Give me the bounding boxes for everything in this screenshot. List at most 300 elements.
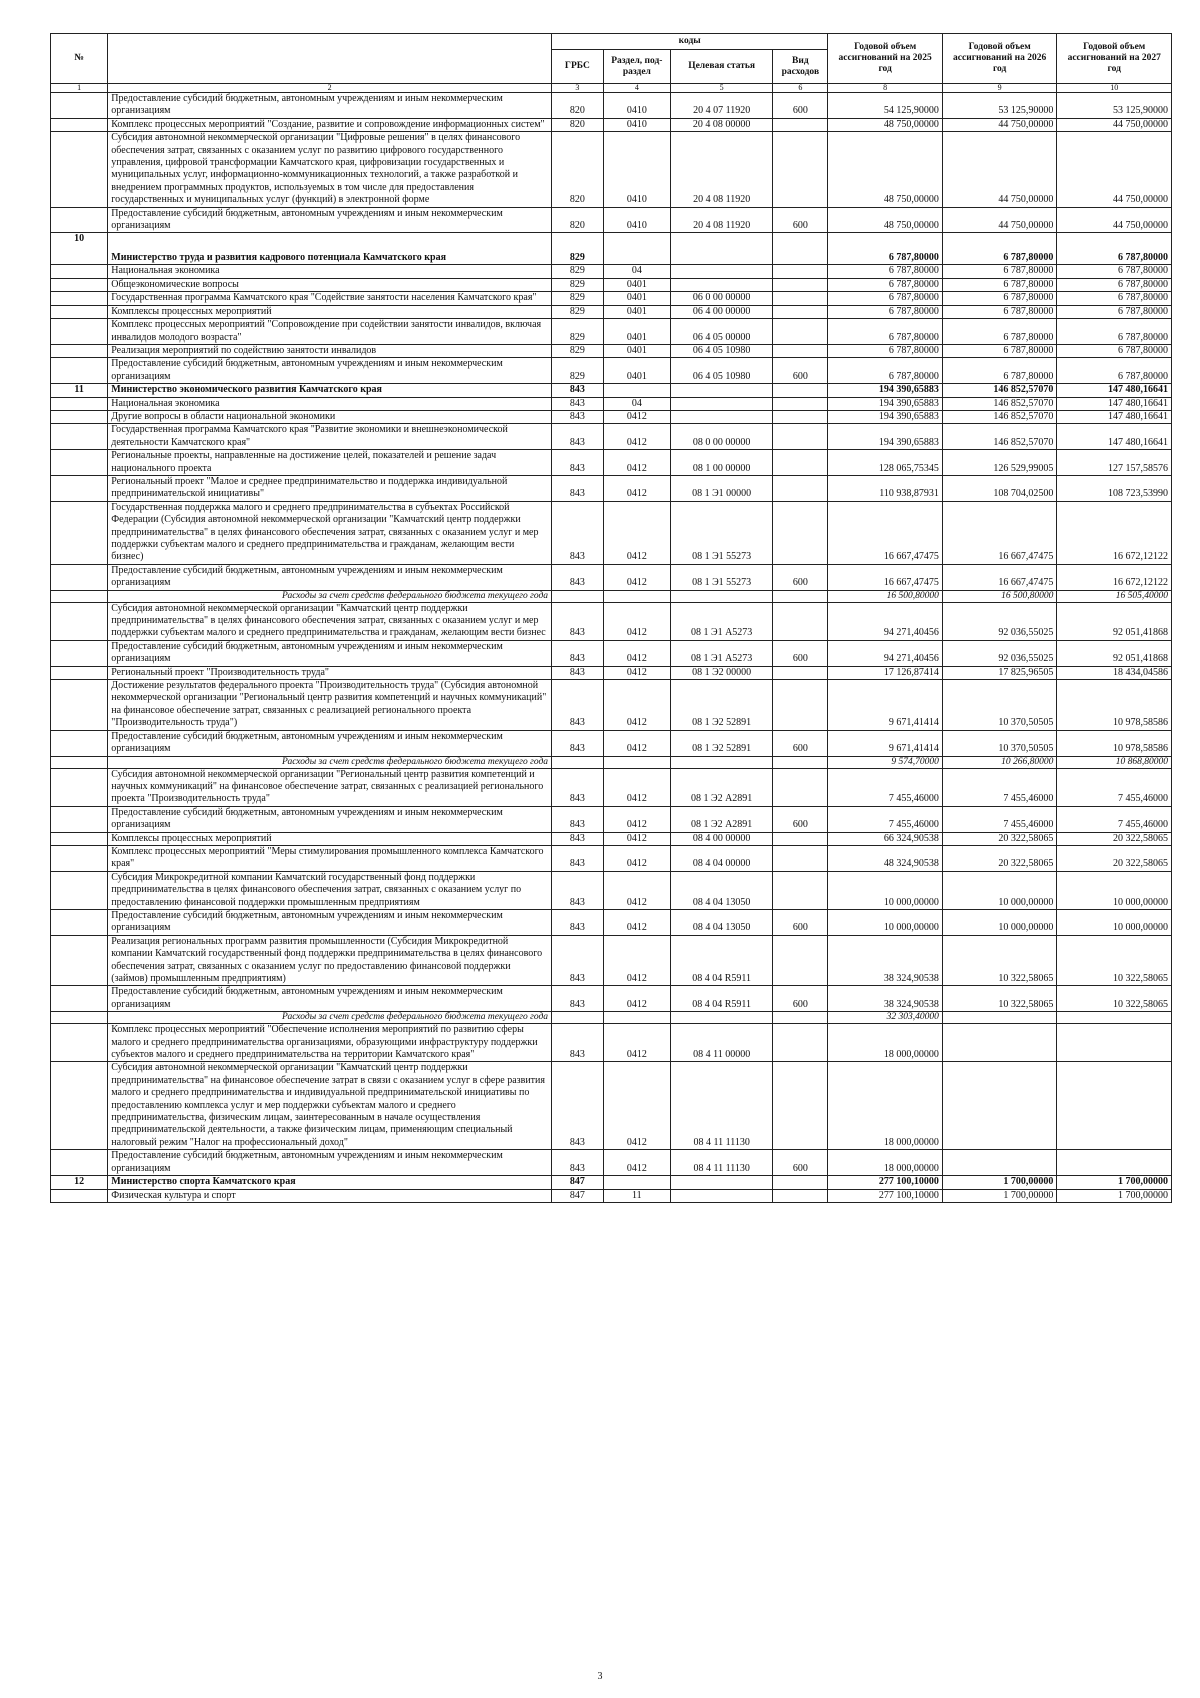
amount-2026: 44 750,00000 — [942, 207, 1057, 233]
target-article-code: 08 4 04 R5911 — [670, 986, 772, 1012]
col-razdel-header: Раздел, под-раздел — [603, 50, 670, 84]
table-row — [51, 305, 1172, 318]
amount-2027: 10 322,58065 — [1057, 986, 1172, 1012]
target-article-code — [670, 265, 772, 278]
row-name: Министерство труда и развития кадрового потенциала Камчатского края — [108, 233, 552, 265]
row-name: Субсидия автономной некоммерческой организации "Камчатский центр поддержки предпринимательства" в целях финансового обеспечения затрат, связанных с оказанием услуг и мер поддержки субъектам малого и среднего предпринимательства и гражданам, желающим вести бизнес — [108, 602, 552, 640]
amount-2027: 44 750,00000 — [1057, 207, 1172, 233]
grbs-code: 843 — [552, 666, 604, 679]
amount-2026: 6 787,80000 — [942, 233, 1057, 265]
target-article-code: 08 1 Э1 55273 — [670, 501, 772, 564]
table-row — [51, 384, 1172, 397]
target-article-code — [670, 1189, 772, 1202]
amount-2027: 6 787,80000 — [1057, 358, 1172, 384]
expense-type-code: 600 — [773, 806, 828, 832]
grbs-code: 843 — [552, 564, 604, 590]
amount-2027: 7 455,46000 — [1057, 768, 1172, 806]
razdel-code: 0412 — [603, 845, 670, 871]
amount-2025: 38 324,90538 — [828, 986, 943, 1012]
amount-2025: 6 787,80000 — [828, 278, 943, 291]
grbs-code: 847 — [552, 1176, 604, 1189]
col-grbs-header: ГРБС — [552, 50, 604, 84]
amount-2026: 6 787,80000 — [942, 292, 1057, 305]
amount-2027: 16 672,12122 — [1057, 501, 1172, 564]
table-row — [51, 1150, 1172, 1176]
row-number — [51, 730, 108, 756]
grbs-code: 829 — [552, 265, 604, 278]
target-article-code — [670, 590, 772, 602]
amount-2027: 6 787,80000 — [1057, 265, 1172, 278]
column-index: 5 — [670, 84, 772, 93]
expense-type-code — [773, 450, 828, 476]
row-name: Предоставление субсидий бюджетным, автономным учреждениям и иным некоммерческим организациям — [108, 207, 552, 233]
razdel-code: 0410 — [603, 118, 670, 131]
amount-2025: 6 787,80000 — [828, 319, 943, 345]
amount-2026: 10 266,80000 — [942, 756, 1057, 768]
row-number — [51, 93, 108, 119]
expense-type-code: 600 — [773, 358, 828, 384]
table-row — [51, 1176, 1172, 1189]
grbs-code: 843 — [552, 832, 604, 845]
expense-type-code — [773, 233, 828, 265]
row-number — [51, 292, 108, 305]
row-number — [51, 602, 108, 640]
row-name: Комплексы процессных мероприятий — [108, 832, 552, 845]
amount-2025: 6 787,80000 — [828, 344, 943, 357]
razdel-code: 0401 — [603, 292, 670, 305]
expense-type-code — [773, 475, 828, 501]
table-row — [51, 265, 1172, 278]
razdel-code: 11 — [603, 1189, 670, 1202]
amount-2026: 7 455,46000 — [942, 768, 1057, 806]
col-2025-header: Годовой объем ассигнований на 2025 год — [828, 34, 943, 84]
amount-2026: 1 700,00000 — [942, 1189, 1057, 1202]
col-num-header: № — [51, 34, 108, 84]
expense-type-code: 600 — [773, 730, 828, 756]
table-row — [51, 909, 1172, 935]
grbs-code — [552, 756, 604, 768]
amount-2026: 6 787,80000 — [942, 344, 1057, 357]
amount-2027: 147 480,16641 — [1057, 424, 1172, 450]
table-row — [51, 501, 1172, 564]
amount-2026: 146 852,57070 — [942, 424, 1057, 450]
amount-2027: 6 787,80000 — [1057, 292, 1172, 305]
table-row — [51, 845, 1172, 871]
row-number — [51, 986, 108, 1012]
amount-2026: 44 750,00000 — [942, 132, 1057, 207]
grbs-code: 843 — [552, 640, 604, 666]
amount-2026: 44 750,00000 — [942, 118, 1057, 131]
amount-2025: 6 787,80000 — [828, 358, 943, 384]
amount-2025: 6 787,80000 — [828, 292, 943, 305]
row-number — [51, 1024, 108, 1062]
razdel-code: 0412 — [603, 640, 670, 666]
amount-2025: 18 000,00000 — [828, 1150, 943, 1176]
grbs-code: 843 — [552, 871, 604, 909]
row-name: Реализация мероприятий по содействию занятости инвалидов — [108, 344, 552, 357]
razdel-code: 0412 — [603, 909, 670, 935]
row-name: Региональный проект "Малое и среднее предпринимательство и поддержка индивидуальной предпринимательской инициативы" — [108, 475, 552, 501]
target-article-code — [670, 1176, 772, 1189]
razdel-code: 0412 — [603, 986, 670, 1012]
amount-2025: 48 324,90538 — [828, 845, 943, 871]
row-name: Достижение результатов федерального проекта "Производительность труда" (Субсидия автономной некоммерческой организации "Региональный центр развития компетенций и научных коммуникаций" на финансовое обеспечение затрат, связанных с реализацией регионального проекта "Производительность труда") — [108, 680, 552, 731]
target-article-code — [670, 278, 772, 291]
expense-type-code: 600 — [773, 909, 828, 935]
col-2026-header: Годовой объем ассигнований на 2026 год — [942, 34, 1057, 84]
amount-2027: 10 868,80000 — [1057, 756, 1172, 768]
expense-type-code: 600 — [773, 93, 828, 119]
razdel-code: 0412 — [603, 450, 670, 476]
amount-2025: 54 125,90000 — [828, 93, 943, 119]
amount-2025: 194 390,65883 — [828, 424, 943, 450]
razdel-code — [603, 756, 670, 768]
amount-2027: 20 322,58065 — [1057, 845, 1172, 871]
column-index: 4 — [603, 84, 670, 93]
expense-type-code — [773, 265, 828, 278]
razdel-code: 0401 — [603, 344, 670, 357]
razdel-code — [603, 384, 670, 397]
razdel-code: 0412 — [603, 410, 670, 423]
col-csr-header: Целевая статья — [670, 50, 772, 84]
row-number — [51, 397, 108, 410]
grbs-code: 843 — [552, 909, 604, 935]
table-row — [51, 132, 1172, 207]
amount-2026: 108 704,02500 — [942, 475, 1057, 501]
row-name: Государственная поддержка малого и среднего предпринимательства в субъектах Российской Федерации (Субсидия автономной некоммерческой организации "Камчатский центр поддержки предпринимательства" в целях финансового обеспечения затрат, связанных с оказанием услуг и мер поддержки субъектам малого и среднего предпринимательства и гражданам, желающим вести бизнес) — [108, 501, 552, 564]
row-number — [51, 207, 108, 233]
table-row — [51, 806, 1172, 832]
target-article-code: 20 4 08 00000 — [670, 118, 772, 131]
amount-2025: 194 390,65883 — [828, 397, 943, 410]
table-row — [51, 1024, 1172, 1062]
amount-2026: 16 667,47475 — [942, 564, 1057, 590]
amount-2026: 10 000,00000 — [942, 909, 1057, 935]
target-article-code: 08 0 00 00000 — [670, 424, 772, 450]
amount-2025: 110 938,87931 — [828, 475, 943, 501]
target-article-code: 06 4 05 10980 — [670, 358, 772, 384]
table-row — [51, 640, 1172, 666]
amount-2027 — [1057, 1150, 1172, 1176]
row-number — [51, 845, 108, 871]
grbs-code: 843 — [552, 730, 604, 756]
expense-type-code — [773, 680, 828, 731]
expense-type-code — [773, 424, 828, 450]
row-name: Комплекс процессных мероприятий "Создание, развитие и сопровождение информационных систем" — [108, 118, 552, 131]
row-name: Национальная экономика — [108, 265, 552, 278]
table-row — [51, 424, 1172, 450]
expense-type-code — [773, 384, 828, 397]
amount-2026: 6 787,80000 — [942, 319, 1057, 345]
amount-2026 — [942, 1024, 1057, 1062]
row-number — [51, 358, 108, 384]
amount-2025: 6 787,80000 — [828, 265, 943, 278]
razdel-code: 0401 — [603, 278, 670, 291]
row-number — [51, 909, 108, 935]
row-number — [51, 450, 108, 476]
column-index-row — [51, 84, 1172, 93]
razdel-code: 0412 — [603, 680, 670, 731]
row-name: Комплексы процессных мероприятий — [108, 305, 552, 318]
row-name: Предоставление субсидий бюджетным, автономным учреждениям и иным некоммерческим организациям — [108, 986, 552, 1012]
row-name: Предоставление субсидий бюджетным, автономным учреждениям и иным некоммерческим организациям — [108, 640, 552, 666]
row-name: Предоставление субсидий бюджетным, автономным учреждениям и иным некоммерческим организациям — [108, 358, 552, 384]
row-number — [51, 640, 108, 666]
razdel-code: 0401 — [603, 319, 670, 345]
amount-2027: 20 322,58065 — [1057, 832, 1172, 845]
amount-2027: 10 000,00000 — [1057, 909, 1172, 935]
target-article-code: 08 1 Э2 52891 — [670, 680, 772, 731]
amount-2025: 10 000,00000 — [828, 909, 943, 935]
grbs-code: 843 — [552, 410, 604, 423]
razdel-code: 0412 — [603, 564, 670, 590]
row-name: Расходы за счет средств федерального бюджета текущего года — [108, 756, 552, 768]
amount-2026 — [942, 1062, 1057, 1150]
amount-2026: 53 125,90000 — [942, 93, 1057, 119]
razdel-code: 0412 — [603, 1150, 670, 1176]
amount-2027: 16 672,12122 — [1057, 564, 1172, 590]
amount-2026: 6 787,80000 — [942, 305, 1057, 318]
grbs-code: 843 — [552, 424, 604, 450]
amount-2025: 66 324,90538 — [828, 832, 943, 845]
row-number — [51, 1189, 108, 1202]
expense-type-code: 600 — [773, 986, 828, 1012]
table-body — [51, 93, 1172, 1203]
table-row — [51, 730, 1172, 756]
federal-budget-row — [51, 590, 1172, 602]
amount-2026: 16 667,47475 — [942, 501, 1057, 564]
amount-2027: 92 051,41868 — [1057, 602, 1172, 640]
grbs-code: 843 — [552, 450, 604, 476]
amount-2027: 6 787,80000 — [1057, 233, 1172, 265]
grbs-code: 843 — [552, 845, 604, 871]
target-article-code: 08 1 Э2 52891 — [670, 730, 772, 756]
table-row — [51, 475, 1172, 501]
row-name: Комплекс процессных мероприятий "Обеспечение исполнения мероприятий по развитию сферы малого и среднего предпринимательства организациями, образующими инфраструктуру поддержки субъектов малого и среднего предпринимательства на территории Камчатского края" — [108, 1024, 552, 1062]
target-article-code: 06 4 05 00000 — [670, 319, 772, 345]
table-row — [51, 344, 1172, 357]
amount-2027: 18 434,04586 — [1057, 666, 1172, 679]
razdel-code: 0412 — [603, 666, 670, 679]
razdel-code: 0410 — [603, 132, 670, 207]
amount-2026: 10 370,50505 — [942, 730, 1057, 756]
amount-2026: 10 370,50505 — [942, 680, 1057, 731]
expense-type-code — [773, 1176, 828, 1189]
amount-2027: 44 750,00000 — [1057, 132, 1172, 207]
expense-type-code — [773, 410, 828, 423]
grbs-code: 829 — [552, 233, 604, 265]
col-2027-header: Годовой объем ассигнований на 2027 год — [1057, 34, 1172, 84]
expense-type-code — [773, 832, 828, 845]
amount-2025: 10 000,00000 — [828, 871, 943, 909]
federal-budget-row — [51, 756, 1172, 768]
table-row — [51, 319, 1172, 345]
amount-2025: 9 671,41414 — [828, 680, 943, 731]
amount-2027 — [1057, 1024, 1172, 1062]
amount-2027: 44 750,00000 — [1057, 118, 1172, 131]
column-index: 2 — [108, 84, 552, 93]
razdel-code: 0410 — [603, 207, 670, 233]
row-number — [51, 935, 108, 986]
razdel-code: 0412 — [603, 806, 670, 832]
row-name: Субсидия автономной некоммерческой организации "Цифровые решения" в целях финансового обеспечения затрат, связанных с оказанием услуг по развитию цифрового государственного управления, цифровой трансформации Камчатского края, цифровизации государственных и муниципальных услуг, информационно-коммуникационных технологий, а также разработкой и внедрением программных продуктов, используемых в том числе для предоставления государственных и муниципальных услуг (функций) в электронной форме — [108, 132, 552, 207]
table-row — [51, 410, 1172, 423]
razdel-code: 0412 — [603, 475, 670, 501]
row-number: 11 — [51, 384, 108, 397]
expense-type-code — [773, 1024, 828, 1062]
row-name: Предоставление субсидий бюджетным, автономным учреждениям и иным некоммерческим организациям — [108, 806, 552, 832]
row-number — [51, 768, 108, 806]
row-name: Субсидия автономной некоммерческой организации "Камчатский центр поддержки предпринимательства" на финансовое обеспечение затрат в связи с оказанием услуг в сфере развития малого и среднего предпринимательства и индивидуальной предпринимательской инициативы по предоставлению комплекса услуг и мер поддержки субъектам малого и среднего предпринимательства, физическим лицам, заинтересованным в начале осуществления предпринимательской деятельности, а также физическим лицам, применяющим специальный налоговый режим "Налог на профессиональный доход" — [108, 1062, 552, 1150]
table-row — [51, 1189, 1172, 1202]
expense-type-code — [773, 1012, 828, 1024]
table-row — [51, 397, 1172, 410]
grbs-code: 843 — [552, 475, 604, 501]
table-row — [51, 1062, 1172, 1150]
amount-2027: 1 700,00000 — [1057, 1176, 1172, 1189]
expense-type-code — [773, 319, 828, 345]
row-name: Субсидия автономной некоммерческой организации "Региональный центр развития компетенций и научных коммуникаций" на финансовое обеспечение затрат, связанных с реализацией регионального проекта "Производительность труда" — [108, 768, 552, 806]
expense-type-code: 600 — [773, 1150, 828, 1176]
target-article-code: 08 1 Э1 55273 — [670, 564, 772, 590]
amount-2026: 146 852,57070 — [942, 397, 1057, 410]
amount-2027: 1 700,00000 — [1057, 1189, 1172, 1202]
row-number — [51, 1150, 108, 1176]
razdel-code — [603, 1012, 670, 1024]
expense-type-code — [773, 768, 828, 806]
row-number — [51, 832, 108, 845]
amount-2025: 277 100,10000 — [828, 1189, 943, 1202]
target-article-code: 08 4 04 13050 — [670, 909, 772, 935]
amount-2026: 146 852,57070 — [942, 384, 1057, 397]
amount-2025: 48 750,00000 — [828, 207, 943, 233]
grbs-code: 843 — [552, 1024, 604, 1062]
codes-header: коды — [552, 34, 828, 50]
grbs-code: 843 — [552, 501, 604, 564]
amount-2026: 126 529,99005 — [942, 450, 1057, 476]
amount-2027: 10 322,58065 — [1057, 935, 1172, 986]
amount-2027: 92 051,41868 — [1057, 640, 1172, 666]
amount-2025: 48 750,00000 — [828, 132, 943, 207]
razdel-code: 0412 — [603, 768, 670, 806]
target-article-code: 08 4 04 13050 — [670, 871, 772, 909]
row-name: Общеэкономические вопросы — [108, 278, 552, 291]
row-name: Предоставление субсидий бюджетным, автономным учреждениям и иным некоммерческим организациям — [108, 909, 552, 935]
grbs-code: 847 — [552, 1189, 604, 1202]
grbs-code: 843 — [552, 1062, 604, 1150]
amount-2026: 17 825,96505 — [942, 666, 1057, 679]
grbs-code: 843 — [552, 397, 604, 410]
target-article-code: 08 1 Э2 00000 — [670, 666, 772, 679]
amount-2026: 16 500,80000 — [942, 590, 1057, 602]
amount-2027: 6 787,80000 — [1057, 319, 1172, 345]
amount-2027: 10 978,58586 — [1057, 680, 1172, 731]
amount-2026: 20 322,58065 — [942, 845, 1057, 871]
row-name: Государственная программа Камчатского края "Содействие занятости населения Камчатского края" — [108, 292, 552, 305]
razdel-code: 0412 — [603, 1062, 670, 1150]
row-number — [51, 590, 108, 602]
amount-2025: 17 126,87414 — [828, 666, 943, 679]
budget-table — [50, 33, 1172, 1203]
table-row — [51, 278, 1172, 291]
target-article-code: 08 4 04 R5911 — [670, 935, 772, 986]
razdel-code: 0412 — [603, 602, 670, 640]
row-number — [51, 265, 108, 278]
target-article-code: 08 1 00 00000 — [670, 450, 772, 476]
row-name: Предоставление субсидий бюджетным, автономным учреждениям и иным некоммерческим организациям — [108, 1150, 552, 1176]
expense-type-code — [773, 1189, 828, 1202]
target-article-code — [670, 397, 772, 410]
row-number — [51, 305, 108, 318]
razdel-code — [603, 233, 670, 265]
razdel-code: 0412 — [603, 871, 670, 909]
column-index: 9 — [942, 84, 1057, 93]
amount-2025: 6 787,80000 — [828, 233, 943, 265]
grbs-code: 829 — [552, 278, 604, 291]
grbs-code: 843 — [552, 1150, 604, 1176]
amount-2025: 16 500,80000 — [828, 590, 943, 602]
amount-2027: 127 157,58576 — [1057, 450, 1172, 476]
grbs-code: 843 — [552, 768, 604, 806]
expense-type-code — [773, 118, 828, 131]
expense-type-code — [773, 278, 828, 291]
razdel-code: 0401 — [603, 358, 670, 384]
amount-2025: 38 324,90538 — [828, 935, 943, 986]
row-name: Расходы за счет средств федерального бюджета текущего года — [108, 1012, 552, 1024]
razdel-code: 04 — [603, 265, 670, 278]
row-number — [51, 871, 108, 909]
grbs-code: 820 — [552, 93, 604, 119]
table-row — [51, 832, 1172, 845]
budget-table-page — [50, 33, 1172, 1203]
amount-2026: 1 700,00000 — [942, 1176, 1057, 1189]
amount-2025: 18 000,00000 — [828, 1062, 943, 1150]
row-name: Расходы за счет средств федерального бюджета текущего года — [108, 590, 552, 602]
razdel-code — [603, 1176, 670, 1189]
target-article-code: 08 4 04 00000 — [670, 845, 772, 871]
grbs-code: 843 — [552, 602, 604, 640]
amount-2026: 10 322,58065 — [942, 935, 1057, 986]
column-index: 8 — [828, 84, 943, 93]
amount-2026: 6 787,80000 — [942, 278, 1057, 291]
amount-2025: 9 671,41414 — [828, 730, 943, 756]
grbs-code: 843 — [552, 680, 604, 731]
row-number: 12 — [51, 1176, 108, 1189]
grbs-code: 829 — [552, 344, 604, 357]
target-article-code: 06 0 00 00000 — [670, 292, 772, 305]
expense-type-code — [773, 845, 828, 871]
amount-2027: 53 125,90000 — [1057, 93, 1172, 119]
row-name: Субсидия Микрокредитной компании Камчатский государственный фонд поддержки предпринимательства в целях финансового обеспечения затрат, связанных с оказанием услуг по предоставлению финансовой поддержки промышленным предприятиям — [108, 871, 552, 909]
target-article-code: 20 4 08 11920 — [670, 207, 772, 233]
grbs-code: 843 — [552, 806, 604, 832]
amount-2025: 16 667,47475 — [828, 564, 943, 590]
amount-2027: 10 000,00000 — [1057, 871, 1172, 909]
amount-2026: 10 000,00000 — [942, 871, 1057, 909]
amount-2025: 18 000,00000 — [828, 1024, 943, 1062]
row-number — [51, 344, 108, 357]
target-article-code — [670, 1012, 772, 1024]
row-name: Предоставление субсидий бюджетным, автономным учреждениям и иным некоммерческим организациям — [108, 564, 552, 590]
expense-type-code — [773, 1062, 828, 1150]
grbs-code: 829 — [552, 305, 604, 318]
amount-2027: 6 787,80000 — [1057, 305, 1172, 318]
amount-2026: 146 852,57070 — [942, 410, 1057, 423]
amount-2025: 7 455,46000 — [828, 806, 943, 832]
table-row — [51, 207, 1172, 233]
table-row — [51, 93, 1172, 119]
row-name: Комплекс процессных мероприятий "Сопровождение при содействии занятости инвалидов, включая инвалидов молодого возраста" — [108, 319, 552, 345]
